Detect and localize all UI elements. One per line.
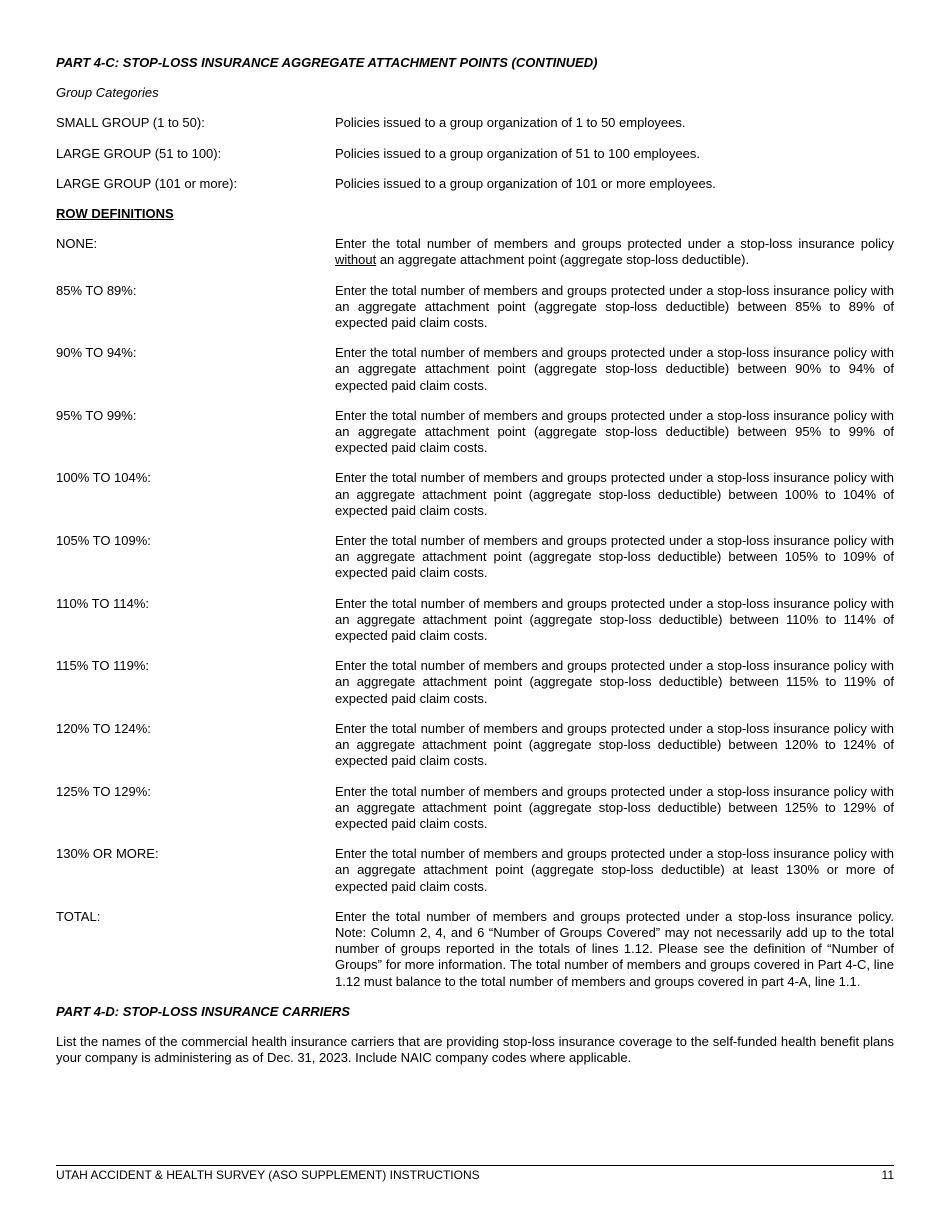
definition-row bbox=[56, 533, 894, 582]
row-description: Enter the total number of members and groups protected under a stop-loss insurance policy with an aggregate attachment point (aggregate stop-loss deductible) between 85% to 89% of expected paid claim costs. bbox=[335, 282, 894, 331]
part-4d-paragraph: List the names of the commercial health insurance carriers that are providing stop-loss insurance coverage to the self-funded health benefit plans your company is administering as of Dec. 31, 2023. Include NAIC company codes where applicable. bbox=[56, 1033, 894, 1066]
part-4c-heading: PART 4-C: STOP-LOSS INSURANCE AGGREGATE ATTACHMENT POINTS (CONTINUED) bbox=[56, 55, 598, 70]
row-description: Enter the total number of members and groups protected under a stop-loss insurance policy with an aggregate attachment point (aggregate stop-loss deductible) between 100% to 104% of expected paid claim costs. bbox=[335, 470, 894, 518]
definition-row bbox=[56, 846, 894, 895]
group-label: SMALL GROUP (1 to 50): bbox=[56, 115, 205, 131]
row-description: Enter the total number of members and groups protected under a stop-loss insurance policy. Note: Column 2, 4, and 6 “Number of Groups Covered” may not necessarily add up to the total number of groups reported in the totals of lines 1.12. Please see the definition of “Number of Groups” for more information. The total number of members and groups covered in Part 4-C, line 1.12 must balance to the total number of members and groups covered in part 4-A, line 1.1. bbox=[335, 908, 894, 989]
row-description-text: Enter the total number of members and groups protected under a stop-loss insurance policy bbox=[335, 236, 894, 252]
row-label: NONE: bbox=[56, 236, 98, 252]
row-label: 90% TO 94%: bbox=[56, 345, 137, 361]
row-description bbox=[335, 236, 894, 268]
row-label: 130% OR MORE: bbox=[56, 846, 159, 862]
row-label: 120% TO 124%: bbox=[56, 720, 151, 736]
row-label: 85% TO 89%: bbox=[56, 282, 137, 298]
page-footer bbox=[56, 1165, 894, 1183]
footer-title: UTAH ACCIDENT & HEALTH SURVEY (ASO SUPPLEMENT) INSTRUCTIONS bbox=[56, 1168, 480, 1182]
row-label: 125% TO 129%: bbox=[56, 783, 151, 799]
definition-row bbox=[56, 115, 894, 131]
row-description-text: an aggregate attachment point (aggregate stop-loss deductible). bbox=[376, 252, 750, 268]
definition-row bbox=[56, 236, 894, 268]
row-label: 95% TO 99%: bbox=[56, 407, 137, 423]
definition-row bbox=[56, 658, 894, 707]
group-description: Policies issued to a group organization of 51 to 100 employees. bbox=[335, 145, 700, 161]
row-description: Enter the total number of members and groups protected under a stop-loss insurance policy with an aggregate attachment point (aggregate stop-loss deductible) between 95% to 99% of expected paid claim costs. bbox=[335, 407, 894, 456]
row-description: Enter the total number of members and groups protected under a stop-loss insurance policy with an aggregate attachment point (aggregate stop-loss deductible) between 90% to 94% of expected paid claim costs. bbox=[335, 345, 894, 393]
definition-row bbox=[56, 909, 894, 990]
definition-row bbox=[56, 345, 894, 394]
definition-row bbox=[56, 596, 894, 645]
group-label: LARGE GROUP (51 to 100): bbox=[56, 145, 222, 161]
row-label: TOTAL: bbox=[56, 908, 101, 924]
row-description: Enter the total number of members and groups protected under a stop-loss insurance policy with an aggregate attachment point (aggregate stop-loss deductible) at least 130% or more of expected paid claim costs. bbox=[335, 846, 894, 894]
group-categories-heading: Group Categories bbox=[56, 85, 159, 101]
row-label: 110% TO 114%: bbox=[56, 595, 149, 611]
row-description: Enter the total number of members and groups protected under a stop-loss insurance policy with an aggregate attachment point (aggregate stop-loss deductible) between 120% to 124% of expected paid claim costs. bbox=[335, 720, 894, 769]
group-description: Policies issued to a group organization of 101 or more employees. bbox=[335, 175, 716, 191]
row-label: 100% TO 104%: bbox=[56, 470, 151, 486]
row-description: Enter the total number of members and groups protected under a stop-loss insurance policy with an aggregate attachment point (aggregate stop-loss deductible) between 105% to 109% of expected paid claim costs. bbox=[335, 533, 894, 581]
row-description: Enter the total number of members and groups protected under a stop-loss insurance policy with an aggregate attachment point (aggregate stop-loss deductible) between 110% to 114% of expected paid claim costs. bbox=[335, 595, 894, 644]
row-label: 105% TO 109%: bbox=[56, 533, 151, 549]
definition-row bbox=[56, 408, 894, 457]
part-4d-heading: PART 4-D: STOP-LOSS INSURANCE CARRIERS bbox=[56, 1003, 350, 1019]
row-description: Enter the total number of members and groups protected under a stop-loss insurance policy with an aggregate attachment point (aggregate stop-loss deductible) between 125% to 129% of expected paid claim costs. bbox=[335, 783, 894, 831]
definition-row bbox=[56, 283, 894, 332]
definition-row bbox=[56, 470, 894, 519]
underlined-word: without bbox=[335, 252, 377, 268]
row-label: 115% TO 119%: bbox=[56, 658, 149, 674]
definition-row bbox=[56, 721, 894, 770]
row-definitions-heading: ROW DEFINITIONS bbox=[56, 206, 174, 222]
definition-row bbox=[56, 784, 894, 833]
definition-row bbox=[56, 146, 894, 162]
definition-row bbox=[56, 176, 894, 192]
group-label: LARGE GROUP (101 or more): bbox=[56, 175, 238, 191]
page-number: 11 bbox=[881, 1168, 894, 1182]
document-page bbox=[56, 55, 894, 1066]
row-description: Enter the total number of members and groups protected under a stop-loss insurance policy with an aggregate attachment point (aggregate stop-loss deductible) between 115% to 119% of expected paid claim costs. bbox=[335, 658, 894, 706]
group-description: Policies issued to a group organization of 1 to 50 employees. bbox=[335, 115, 686, 131]
